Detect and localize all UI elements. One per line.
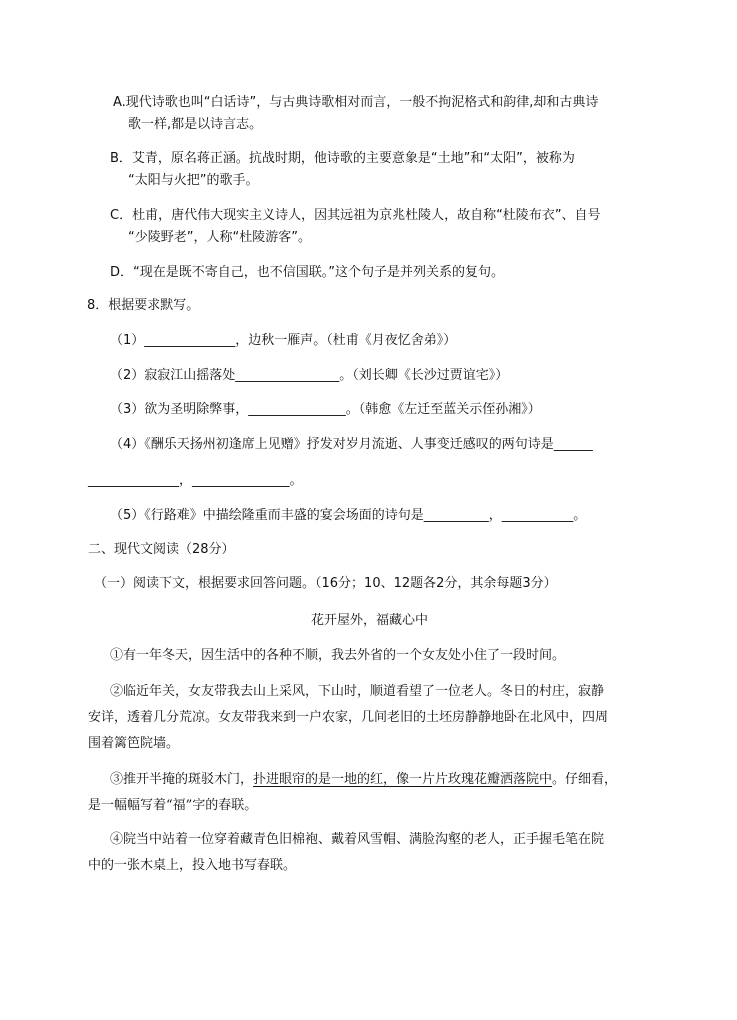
q8-item-3: （3）欲为圣明除弊事，_______________。（韩愈《左迁至蓝关示侄孙湘》） xyxy=(110,402,541,417)
paragraph-4-line-1: ④院当中站着一位穿着藏青色旧棉袍、戴着风雪帽、满脸沟壑的老人，正手握毛笔在院 xyxy=(110,832,605,847)
paragraph-3-start: ③推开半掩的斑驳木门， xyxy=(110,772,254,787)
option-c-line-2: “少陵野老”，人称“杜陵游客”。 xyxy=(128,230,311,245)
paragraph-1: ①有一年冬天，因生活中的各种不顺，我去外省的一个女友处小住了一段时间。 xyxy=(110,648,566,663)
option-b-line-1: B．艾青，原名蒋正涵。抗战时期，他诗歌的主要意象是“土地”和“太阳”，被称为 xyxy=(110,151,575,166)
section-2-title: 二、现代文阅读（28分） xyxy=(88,542,235,557)
q8-item-2: （2）寂寂江山摇落处________________。（刘长卿《长沙过贾谊宅》） xyxy=(110,368,509,383)
paragraph-2-line-3: 围着篱笆院墙。 xyxy=(88,736,180,751)
paragraph-2-line-1: ②临近年关，女友带我去山上采风，下山时，顺道看望了一位老人。冬日的村庄，寂静 xyxy=(110,684,605,699)
option-d: D．“现在是既不寄自己，也不信国联。”这个句子是并列关系的复句。 xyxy=(110,265,504,280)
underlined-sentence: 扑进眼帘的是一地的红，像一片片玫瑰花瓣洒落院中 xyxy=(253,772,553,787)
option-a-line-2: 歌一样,都是以诗言志。 xyxy=(128,117,263,132)
q8-item-5: （5）《行路难》中描绘隆重而丰盛的宴会场面的诗句是__________，___________。 xyxy=(110,508,587,523)
paragraph-4-line-2: 中的一张木桌上，投入地书写春联。 xyxy=(88,858,297,873)
paragraph-3-line-2: 是一幅幅写着“福”字的春联。 xyxy=(88,798,258,813)
paragraph-2-line-2: 安详，透着几分荒凉。女友带我来到一户农家，几间老旧的土坯房静静地卧在北风中，四周 xyxy=(88,710,609,725)
paragraph-3-end: 。仔细看， xyxy=(552,772,618,787)
question-8-title: 8．根据要求默写。 xyxy=(87,298,200,313)
reading-instructions: （一）阅读下文，根据要求回答问题。（16分；10、12题各2分，其余每题3分） xyxy=(94,576,557,591)
paragraph-3-line-1 xyxy=(110,772,617,788)
q8-item-1: （1）______________，边秋一雁声。（杜甫《月夜忆舍弟》） xyxy=(110,333,457,348)
option-c-line-1: C．杜甫，唐代伟大现实主义诗人，因其远祖为京兆杜陵人，故自称“杜陵布衣”、自号 xyxy=(110,208,601,223)
option-b-line-2: “太阳与火把”的歌手。 xyxy=(128,173,259,188)
option-a-line-1: A.现代诗歌也叫“白话诗”，与古典诗歌相对而言，一般不拘泥格式和韵律,却和古典诗 xyxy=(113,95,599,110)
q8-item-4-line-2: ______________，_______________。 xyxy=(88,473,303,488)
q8-item-4-line-1: （4）《酬乐天扬州初逢席上见赠》抒发对岁月流逝、人事变迁感叹的两句诗是______ xyxy=(110,437,593,452)
article-title: 花开屋外，福藏心中 xyxy=(311,613,429,628)
